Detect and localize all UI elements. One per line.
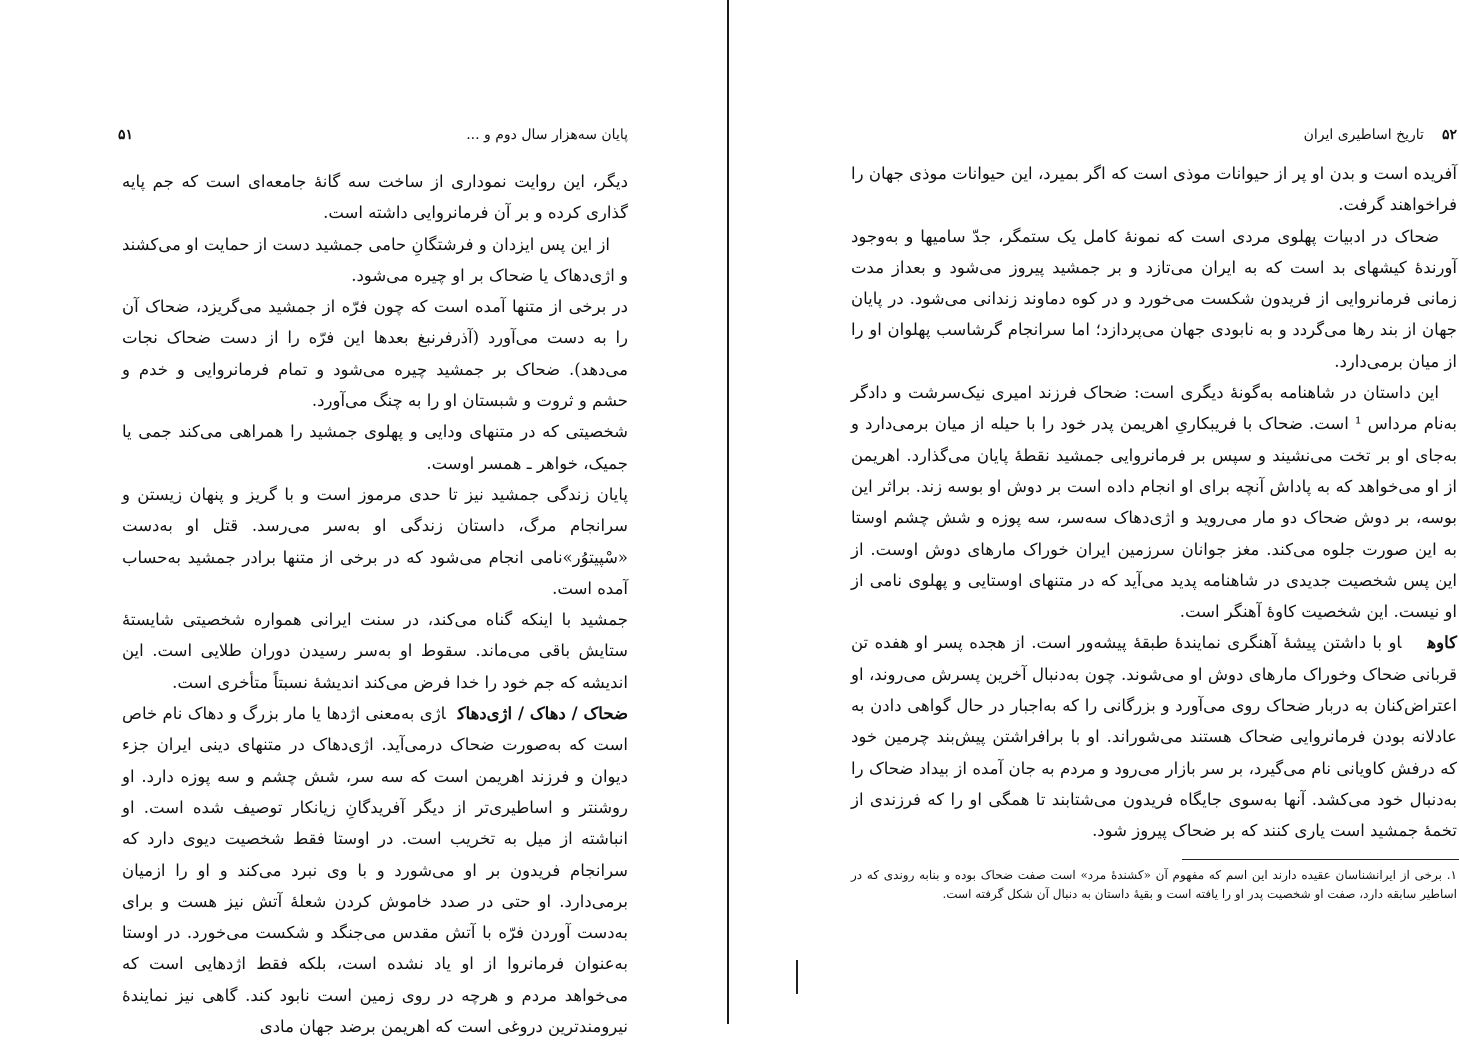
body-text — [851, 158, 1457, 847]
footnote: ۱. برخی از ایرانشناسان عقیده دارند این اسم که مفهوم آن «کشندهٔ مرد» است صفت ضحاک بوده و بنابه روندی که در اساطیر سابقه دارد، صفت او شخصیت پدر او را یافته است و بقیهٔ داستان به دنبال آن شکل گرفته است. — [851, 868, 1457, 901]
body-text — [122, 166, 628, 1042]
entry-text: اژی به‌معنی اژدها یا مار بزرگ و دهاک نام خاص است که به‌صورت ضحاک درمی‌آید. اژی‌دهاک در متنهای دینی ایران جزء دیوان و فرزند اهریمن است که سه سر، شش چشم و سه پوزه دارد. او روشنتر و اساطیری‌تر از دیگر آفریدگانِ زیانکار توصیف شده است. او انباشته از میل به تخریب است. در اوستا فقط شخصیت دیوی دارد که سرانجام فریدون بر او می‌شورد و با وی نبرد می‌کند و او را ازمیان برمی‌دارد. او حتی در صدد خاموش کردن شعلهٔ آتش نیز هست و برای به‌دست آوردن فرّه با آتش مقدس می‌جنگد و شکست می‌خورد. در اوستا به‌عنوان فرمانروا از او یاد نشده است، بلکه فقط اژدهایی است که می‌خواهد مردم و هرچه در روی زمین است نابود کند. گاهی نیز نمایندهٔ نیرومندترین دروغی است که اهریمن برضد جهان مادی — [122, 704, 628, 1037]
running-head — [851, 125, 1457, 145]
page-number: ۵۱ — [118, 127, 134, 143]
page-edge-mark — [796, 960, 798, 994]
left-page — [0, 0, 727, 1037]
running-head — [118, 125, 628, 145]
right-page — [729, 0, 1457, 1024]
footnote-rule — [1182, 859, 1459, 860]
paragraph: این داستان در شاهنامه به‌گونهٔ دیگری است: ضحاک فرزند امیری نیک‌سرشت و دادگر به‌نام مرداس ¹ است. ضحاک با فریبکاریِ اهریمن پدر خود را با حیله از میان برمی‌دارد و به‌جای او بر تخت می‌نشیند و سپس بر فرمانروایی جمشید نقطهٔ پایان می‌گذارد. اهریمن از او می‌خواهد که به پاداش آنچه برای او انجام داده است بر دوش او بوسه زند. براثر این بوسه، بر دوش ضحاک دو مار می‌روید و اژی‌دهاک سه‌سر، سه پوزه و شش چشم اوستا به این صورت جلوه می‌کند. مغز جوانان سرزمین ایران خوراک مارهای دوش اوست. از این پس شخصیت جدیدی در شاهنامه پدید می‌آید که در متنهای اوستایی و پهلوی نامی از او نیست. این شخصیت کاوهٔ آهنگر است. — [851, 383, 1457, 622]
paragraph: آفریده است و بدن او پر از حیوانات موذی است که اگر بمیرد، این حیوانات موذی جهان را فراخواهند گرفت. — [851, 164, 1457, 215]
paragraph: ضحاک در ادبیات پهلوی مردی است که نمونهٔ کامل یک ستمگر، جدّ سامیها و به‌وجود آورندهٔ کیشهای بد است که به ایران می‌تازد و بر جمشید پیروز می‌شود و بعداز مدت زمانی فرمانروایی از فریدون شکست می‌خورد و در کوه دماوند زندانی می‌شود. در پایان جهان از بند رها می‌گردد و به نابودی جهان می‌پردازد؛ اما سرانجام گرشاسب پهلوان او را از میان برمی‌دارد. — [851, 226, 1457, 371]
paragraph: در برخی از متنها آمده است که چون فرّه از جمشید می‌گریزد، ضحاک آن را به دست می‌آورد (آذرفرنبغ بعدها این فرّه را از دست ضحاک نجات می‌دهد). ضحاک بر جمشید چیره می‌شود و تمام فرمانروایی و خدم و حشم و ثروت و شبستان او را به چنگ می‌آورد. — [122, 297, 628, 411]
paragraph: پایان زندگی جمشید نیز تا حدی مرموز است و با گریز و پنهان زیستن و سرانجام مرگ، داستان زندگی او به‌سر می‌رسد. قتل او به‌دست «سْپیتوُر»نامی انجام می‌شود که در برخی از متنها برادر جمشید به‌حساب آمده است. — [122, 484, 628, 598]
margin-heading: کاوه — [1427, 633, 1457, 653]
paragraph: شخصیتی که در متنهای ودایی و پهلوی جمشید را همراهی می‌کند جمی یا جمیک، خواهر ـ همسر اوست. — [122, 422, 628, 473]
kaveh-paragraph — [851, 627, 1457, 846]
page-number: ۵۲ — [1441, 127, 1457, 143]
kaveh-text: او با داشتن پیشهٔ آهنگری نمایندهٔ طبقهٔ پیشه‌ور است. از هجده پسر او هفده تن قربانی ضحاک وخوراک مارهای دوش او می‌شوند. چون به‌دنبال آخرین پسرش می‌روند، او اعتراض‌کنان به دربار ضحاک روی می‌آورد و بزرگانی را که به‌اجبار در حال گواهی دادن به عادلانه بودن فرمانروایی ضحاک هستند می‌شوراند. او با برافراشتن پیش‌بند چرمین خود که درفش کاویانی نام می‌گیرد، بر سر بازار می‌رود و مردم به جان آمده از بیداد ضحاک را به‌دنبال خود می‌کشد. آنها به‌سوی جایگاه فریدون می‌شتابند تا همگی او را که فرزندی از تخمهٔ جمشید است یاری کنند که بر ضحاک پیروز شود. — [851, 633, 1457, 841]
paragraph: جمشید با اینکه گناه می‌کند، در سنت ایرانی همواره شخصیتی شایستهٔ ستایش باقی می‌ماند. سقوط او به‌سر رسیدن دوران طلایی است. این اندیشه که جم خود را خدا فرض می‌کند اندیشهٔ نسبتاً متأخری است. — [122, 610, 628, 692]
running-head-title: پایان سه‌هزار سال دوم و ... — [466, 127, 628, 143]
paragraph: از این پس ایزدان و فرشتگانِ حامی جمشید دست از حمایت او می‌کشند و اژی‌دهاک یا ضحاک بر او چیره می‌شود. — [122, 234, 628, 285]
running-head-title: تاریخ اساطیری ایران — [1303, 127, 1424, 143]
entry-paragraph — [122, 698, 628, 1042]
paragraph: دیگر، این روایت نموداری از ساخت سه گانهٔ جامعه‌ای است که جم پایه گذاری کرده و بر آن فرمانروایی داشته است. — [122, 172, 628, 223]
entry-heading: ضحاک / دهاک / اژی‌دهاک — [457, 704, 628, 724]
